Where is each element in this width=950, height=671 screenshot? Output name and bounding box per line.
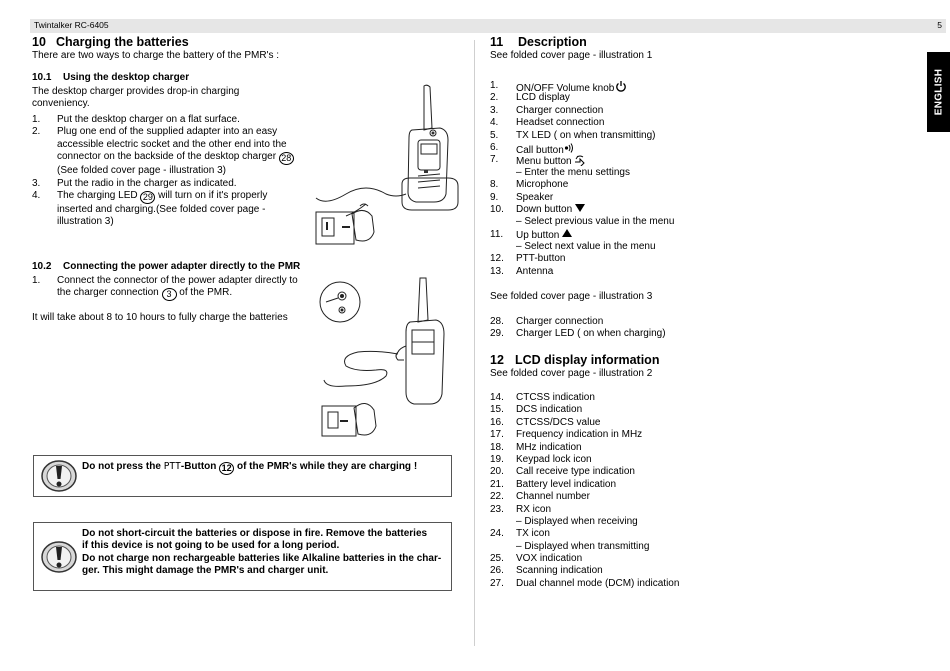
item-number: 16.	[490, 416, 504, 428]
charger-parts-list	[490, 316, 666, 341]
description-list	[490, 80, 674, 278]
item-text: Scanning indication	[516, 565, 603, 577]
item-number: 22.	[490, 491, 504, 503]
list-item	[32, 114, 294, 126]
warning-line: Do not short-circuit the batteries or dispose in fire. Remove the batteries	[82, 528, 428, 539]
list-item	[490, 142, 674, 154]
power-icon	[615, 80, 627, 92]
exclamation-icon	[40, 540, 78, 574]
page-header	[30, 19, 946, 33]
item-text-after: of the PMR.	[176, 287, 233, 299]
document-title: Twintalker RC-6405	[34, 20, 109, 30]
list-item	[490, 92, 674, 104]
item-number: 12.	[490, 253, 504, 265]
item-text: PTT-button	[516, 253, 566, 265]
exclamation-icon	[40, 459, 78, 493]
item-number: 20.	[490, 466, 504, 478]
list-subitem: – Displayed when transmitting	[516, 540, 650, 552]
list-item	[490, 179, 674, 191]
section-12-subtitle: See folded cover page - illustration 2	[490, 368, 653, 379]
section-10-heading	[32, 35, 189, 49]
item-number: 6.	[490, 141, 499, 153]
item-text: Put the radio in the charger as indicated.	[57, 177, 237, 189]
item-text: Put the desktop charger on a flat surface.	[57, 114, 240, 125]
subsection-number: 10.1	[32, 72, 52, 83]
item-text: Headset connection	[516, 117, 605, 129]
item-text: RX icon	[516, 503, 552, 515]
warning-line: ger. This might damage the PMR's and charger unit.	[82, 565, 329, 577]
section-number: 10	[32, 35, 46, 49]
section-number: 12	[490, 353, 504, 367]
charger-steps	[32, 114, 294, 229]
item-text: TX LED ( on when transmitting)	[516, 129, 656, 141]
subsection-title: Connecting the power adapter directly to the PMR	[63, 261, 301, 272]
item-text: Call receive type indication	[516, 466, 635, 478]
list-item	[32, 190, 294, 229]
reference-number: 12	[219, 462, 234, 475]
list-subitem: – Select previous value in the menu	[516, 216, 675, 228]
item-number: 4.	[32, 190, 41, 202]
item-text: ON/OFF Volume knob	[516, 83, 615, 94]
item-text: Call button	[516, 144, 564, 156]
item-text-after: (See folded cover page - illustration 3)	[57, 165, 226, 177]
list-subitem: – Enter the menu settings	[516, 166, 630, 178]
list-subitem: – Displayed when receiving	[516, 515, 638, 527]
item-number: 3.	[32, 177, 41, 189]
warning-text-post: of the PMR's while they are charging !	[234, 461, 418, 472]
list-item	[490, 80, 674, 92]
item-text: Battery level indication	[516, 478, 617, 490]
language-tab	[927, 52, 950, 132]
item-text: CTCSS/DCS value	[516, 416, 601, 428]
list-item	[490, 154, 674, 166]
item-text: MHz indication	[516, 441, 582, 453]
item-text: Up button	[516, 229, 560, 241]
item-text: Channel number	[516, 491, 590, 503]
section-title: Description	[518, 35, 587, 49]
warning-ptt-text	[82, 461, 417, 475]
item-number: 5.	[490, 129, 499, 141]
item-number: 1.	[32, 275, 41, 286]
item-number: 29.	[490, 328, 504, 340]
list-item	[490, 328, 666, 340]
list-item	[32, 178, 294, 190]
subsection-number: 10.2	[32, 261, 52, 272]
section-11-heading	[490, 35, 587, 49]
list-item	[490, 491, 679, 503]
warning-line: if this device is not going to be used for a long period.	[82, 540, 340, 552]
warning-text-pre: Do not press the	[82, 461, 164, 472]
warning-text-mid: -Button	[180, 461, 220, 472]
item-number: 10.	[490, 203, 504, 215]
item-number: 25.	[490, 553, 504, 565]
item-number: 8.	[490, 179, 499, 191]
page-number: 5	[937, 20, 942, 30]
warning-battery-text	[82, 528, 441, 578]
item-text: TX icon	[516, 528, 550, 540]
section-10-1-heading	[32, 72, 189, 83]
item-number: 1.	[490, 80, 499, 91]
ptt-label: PTT	[163, 461, 181, 472]
item-text: DCS indication	[516, 404, 583, 416]
list-item	[490, 204, 674, 216]
list-item	[490, 117, 674, 129]
item-number: 2.	[490, 92, 499, 104]
item-number: 15.	[490, 404, 504, 416]
list-item	[490, 504, 679, 516]
list-item	[490, 479, 679, 491]
reference-number: 29	[140, 191, 155, 204]
item-text: Frequency indication in MHz	[516, 429, 643, 441]
list-item	[490, 266, 674, 278]
list-item	[32, 275, 302, 301]
item-number: 11.	[490, 228, 504, 240]
list-item	[490, 528, 679, 540]
direct-adapter-illustration	[316, 276, 466, 446]
section-number: 11	[490, 35, 504, 49]
warning-box-battery	[33, 522, 452, 591]
item-number: 13.	[490, 265, 504, 277]
item-number: 3.	[490, 104, 499, 116]
item-text: Connect the connector of the power adapter directly to the charger connection	[57, 275, 298, 299]
column-divider	[474, 40, 475, 646]
item-text: Speaker	[516, 191, 554, 203]
item-text: LCD display	[516, 92, 570, 104]
list-item	[490, 253, 674, 265]
subsection-title: Using the desktop charger	[63, 72, 190, 83]
item-number: 1.	[32, 114, 41, 125]
list-item	[490, 229, 674, 241]
adapter-steps	[32, 275, 302, 301]
triangle-up-icon	[562, 229, 572, 237]
section-10-2-heading	[32, 261, 300, 272]
item-text: Charger LED ( on when charging)	[516, 328, 666, 340]
list-item	[490, 454, 679, 466]
list-subitem: – Select next value in the menu	[516, 241, 656, 253]
list-item	[490, 316, 666, 328]
item-number: 19.	[490, 453, 504, 465]
call-icon	[564, 142, 576, 154]
section-11-subtitle: See folded cover page - illustration 1	[490, 50, 653, 61]
item-text: Antenna	[516, 265, 554, 277]
list-item	[490, 392, 679, 404]
item-text: Menu button	[516, 156, 572, 168]
item-number: 9.	[490, 191, 499, 203]
item-text: Keypad lock icon	[516, 453, 592, 465]
warning-box-ptt	[33, 455, 452, 497]
item-number: 27.	[490, 577, 504, 589]
item-text: Dual channel mode (DCM) indication	[516, 577, 680, 589]
list-item	[490, 417, 679, 429]
item-text: The charging LED	[57, 190, 141, 202]
list-item	[490, 553, 679, 565]
item-text: VOX indication	[516, 553, 583, 565]
item-number: 4.	[490, 117, 499, 129]
item-number: 14.	[490, 392, 504, 403]
item-number: 17.	[490, 429, 504, 441]
charging-time-note: It will take about 8 to 10 hours to fully charge the batteries	[32, 312, 288, 323]
lcd-info-list	[490, 392, 679, 590]
item-text: Charger connection	[516, 104, 604, 116]
reference-number: 3	[162, 288, 177, 301]
item-text: CTCSS indication	[516, 392, 595, 403]
section-title: LCD display information	[515, 353, 660, 367]
list-item	[490, 578, 679, 590]
wall-adapter-illustration	[312, 200, 382, 250]
warning-line: Do not charge non rechargeable batteries like Alkaline batteries in the char-	[82, 552, 442, 564]
item-number: 7.	[490, 154, 499, 166]
item-text: Down button	[516, 203, 573, 215]
item-text-after: will turn on if it's properly inserted and charging.(See folded cover page - illustration 3)	[57, 190, 268, 228]
list-item	[32, 126, 294, 177]
list-item	[490, 466, 679, 478]
list-item	[490, 565, 679, 577]
triangle-down-icon	[575, 204, 585, 212]
item-number: 24.	[490, 528, 504, 540]
list-item	[490, 105, 674, 117]
section-12-heading	[490, 353, 659, 367]
menu-icon	[574, 154, 588, 166]
list-item	[490, 192, 674, 204]
item-number: 21.	[490, 478, 504, 490]
language-label: ENGLISH	[933, 68, 944, 116]
list-item	[490, 130, 674, 142]
reference-number: 28	[279, 152, 294, 165]
list-item	[490, 404, 679, 416]
item-text: Charger connection	[516, 316, 604, 327]
list-item	[490, 442, 679, 454]
list-item	[490, 429, 679, 441]
section-title: Charging the batteries	[56, 35, 189, 49]
illustration-3-reference: See folded cover page - illustration 3	[490, 291, 653, 302]
item-number: 28.	[490, 316, 504, 327]
section-10-intro: There are two ways to charge the battery of the PMR's :	[32, 50, 280, 61]
item-number: 23.	[490, 503, 504, 515]
item-text: Plug one end of the supplied adapter into an easy accessible electric socket and the other end into the connector on the backside of the desktop charger	[57, 126, 287, 163]
section-10-1-para: The desktop charger provides drop-in charging conveniency.	[32, 86, 240, 110]
item-number: 2.	[32, 126, 41, 138]
item-number: 26.	[490, 565, 504, 577]
item-number: 18.	[490, 441, 504, 453]
item-text: Microphone	[516, 179, 569, 191]
